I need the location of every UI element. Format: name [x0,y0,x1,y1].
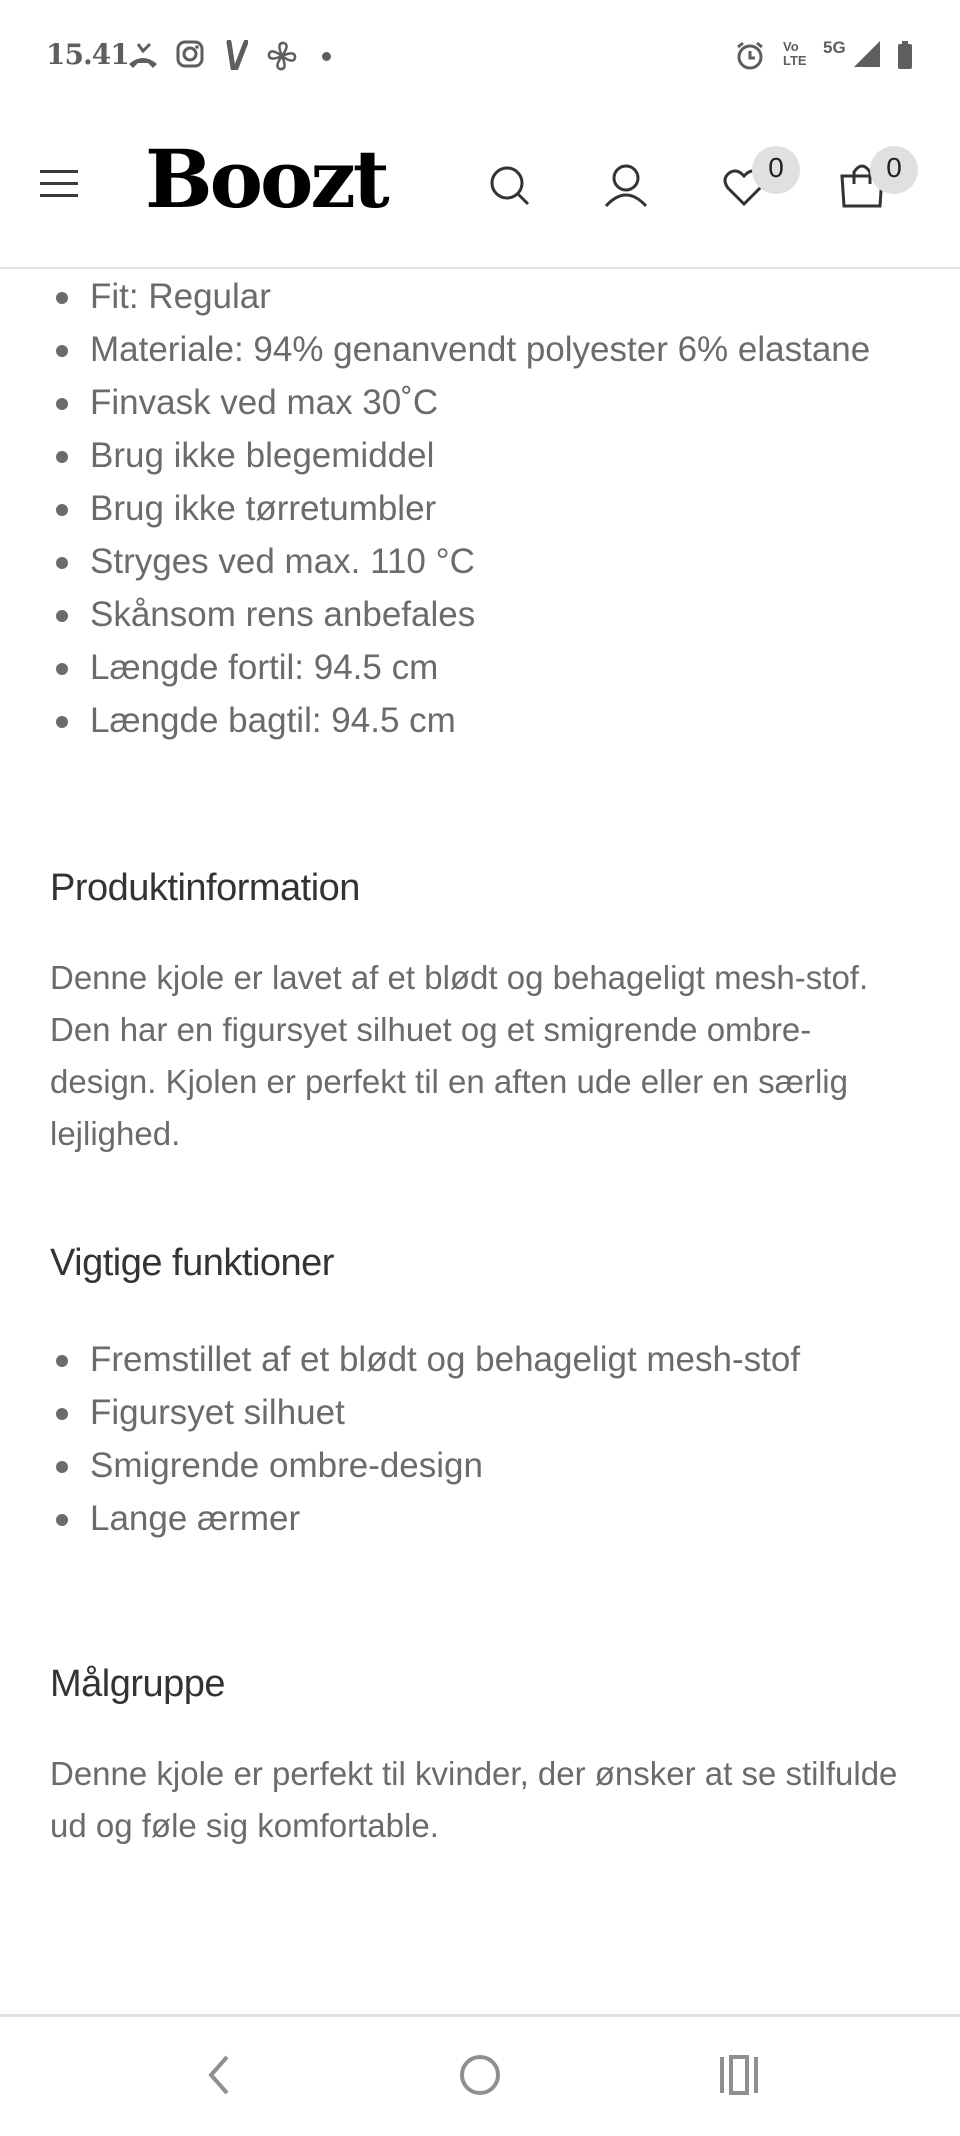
volte-icon: Vo LTE [783,39,807,68]
list-item: Fit: Regular [50,270,910,323]
instagram-icon [176,40,204,68]
care-and-fit-list [50,270,910,747]
list-item: Materiale: 94% genanvendt polyester 6% elastane [50,323,910,376]
back-icon[interactable] [203,2053,233,2097]
list-item: Figursyet silhuet [50,1386,910,1439]
list-item: Længde fortil: 94.5 cm [50,641,910,694]
wishlist-count-badge: 0 [752,146,800,194]
recent-apps-icon[interactable] [718,2053,762,2097]
list-item: Lange ærmer [50,1492,910,1545]
cart-count-badge: 0 [870,146,918,194]
list-item: Brug ikke tørretumbler [50,482,910,535]
list-item: Smigrende ombre-design [50,1439,910,1492]
section-title-target-group: Målgruppe [50,1663,226,1705]
list-item: Finvask ved max 30˚C [50,376,910,429]
5g-icon: 5G [823,38,846,57]
target-group-text: Denne kjole er perfekt til kvinder, der ønsker at se stilfulde ud og føle sig komfortable. [50,1755,898,1844]
search-icon[interactable] [486,162,534,210]
signal-icon [853,40,881,68]
missed-call-icon [126,40,160,70]
product-details [50,270,910,1852]
pinwheel-icon [266,40,298,72]
key-features-list [50,1333,910,1545]
menu-button[interactable] [40,170,78,200]
system-navigation-bar [0,2014,960,2136]
dot-icon [322,52,331,61]
site-header [0,110,960,269]
account-icon[interactable] [602,162,650,210]
battery-icon [896,40,914,70]
section-title-key-features: Vigtige funktioner [50,1242,334,1284]
list-item: Stryges ved max. 110 °C [50,535,910,588]
list-item: Brug ikke blegemiddel [50,429,910,482]
alarm-icon [735,40,765,70]
boozt-logo[interactable]: Boozt [145,132,387,226]
list-item: Skånsom rens anbefales [50,588,910,641]
list-item: Længde bagtil: 94.5 cm [50,694,910,747]
status-time: 15.41 [46,38,129,71]
product-info-text: Denne kjole er lavet af et blødt og behageligt mesh-stof. Den har en figursyet silhuet og et smigrende ombre-design. Kjolen er perfekt til en aften ude eller en særlig lejlighed. [50,959,869,1152]
section-title-product-info: Produktinformation [50,867,360,909]
status-bar [0,0,960,110]
v-app-icon [226,40,248,70]
list-item: Fremstillet af et blødt og behageligt mesh-stof [50,1333,910,1386]
home-icon[interactable] [458,2053,502,2097]
hamburger-icon [40,170,78,173]
